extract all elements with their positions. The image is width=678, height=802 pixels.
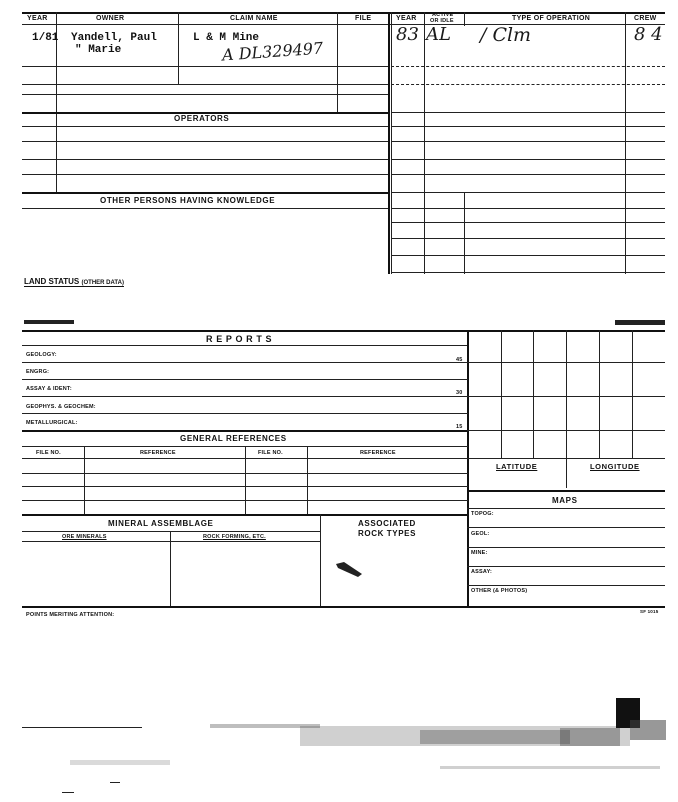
crew-header: CREW bbox=[634, 15, 657, 22]
claim-name-header: CLAIM NAME bbox=[230, 15, 278, 22]
land-status-subtext: (OTHER DATA) bbox=[81, 280, 124, 286]
operators-heading: OPERATORS bbox=[174, 114, 230, 123]
assay-ident-number: 30 bbox=[456, 390, 463, 396]
claim-number-handwritten: A DL329497 bbox=[221, 38, 324, 65]
owner-year-value: 1/81 bbox=[32, 32, 59, 44]
maps-mine-label: MINE: bbox=[471, 550, 488, 556]
type-of-operation-header: TYPE OF OPERATION bbox=[512, 15, 591, 22]
maps-geol-label: GEOL: bbox=[471, 531, 490, 537]
longitude-label: LONGITUDE bbox=[590, 462, 640, 471]
engrg-label: ENGRG: bbox=[26, 369, 50, 375]
owner-header: OWNER bbox=[96, 15, 125, 22]
reference-header-2: REFERENCE bbox=[360, 450, 396, 456]
associated-heading: ASSOCIATED bbox=[358, 519, 416, 528]
owner-name-1: Yandell, Paul bbox=[71, 32, 157, 44]
maps-topog-label: TOPOG: bbox=[471, 511, 494, 517]
active-status-handwritten: AL bbox=[426, 24, 451, 45]
general-references-heading: GENERAL REFERENCES bbox=[180, 434, 287, 443]
metallurgical-label: METALLURGICAL: bbox=[26, 420, 78, 426]
reports-heading: R E P O R T S bbox=[206, 334, 273, 344]
metallurgical-number: 15 bbox=[456, 424, 463, 430]
maps-other-label: OTHER (& PHOTOS) bbox=[471, 588, 528, 594]
land-status-text: LAND STATUS bbox=[24, 277, 80, 286]
assay-ident-label: ASSAY & IDENT: bbox=[26, 386, 72, 392]
rock-forming-header: ROCK FORMING, ETC. bbox=[203, 534, 266, 540]
points-meriting-attention-label: POINTS MERITING ATTENTION: bbox=[26, 612, 115, 618]
geophys-label: GEOPHYS. & GEOCHEM: bbox=[26, 404, 96, 410]
other-persons-heading: OTHER PERSONS HAVING KNOWLEDGE bbox=[100, 196, 276, 205]
ink-smudge bbox=[334, 560, 364, 578]
maps-assay-label: ASSAY: bbox=[471, 569, 493, 575]
geology-label: GEOLOGY: bbox=[26, 352, 57, 358]
form-number: SF 1015 bbox=[640, 609, 659, 614]
rock-types-heading: ROCK TYPES bbox=[358, 529, 417, 538]
operation-year-handwritten: 83 bbox=[396, 24, 419, 45]
owner-name-2: " Marie bbox=[75, 44, 122, 56]
file-no-header-1: FILE NO. bbox=[36, 450, 61, 456]
geology-number: 45 bbox=[456, 357, 463, 363]
margin-mark-left bbox=[24, 320, 74, 324]
claim-name-value: L & M Mine bbox=[193, 32, 260, 44]
file-header: FILE bbox=[355, 15, 372, 22]
mineral-assemblage-heading: MINERAL ASSEMBLAGE bbox=[108, 519, 214, 528]
idle-header: OR IDLE bbox=[430, 18, 454, 24]
land-status-label bbox=[24, 277, 124, 287]
crew-handwritten: 8 4 bbox=[634, 24, 663, 45]
reference-header-1: REFERENCE bbox=[140, 450, 176, 456]
ore-minerals-header: ORE MINERALS bbox=[62, 534, 107, 540]
year-header-2: YEAR bbox=[396, 15, 417, 22]
file-no-header-2: FILE NO. bbox=[258, 450, 283, 456]
active-header: ACTIVE bbox=[432, 12, 454, 18]
margin-mark-right bbox=[615, 320, 665, 325]
latitude-label: LATITUDE bbox=[496, 462, 538, 471]
maps-heading: MAPS bbox=[552, 496, 578, 505]
year-header: YEAR bbox=[27, 15, 48, 22]
operation-type-handwritten: / Clm bbox=[480, 24, 532, 46]
